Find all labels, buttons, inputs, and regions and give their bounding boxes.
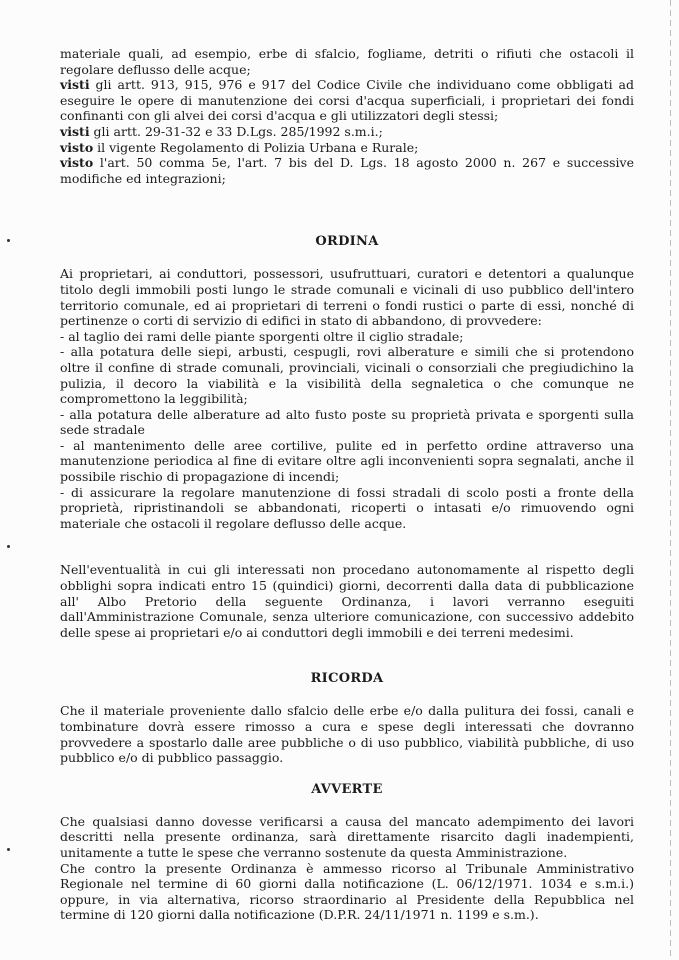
avverte-paragraph: Che contro la presente Ordinanza è ammesso ricorso al Tribunale Amministrativo Regionale nel termine di 60 giorni dalla notificazione (L. 06/12/1971. 1034 e s.m.i.) oppure, in via alternativa, ricorso straordinario al Presidente della Repubblica nel termine di 120 giorni dalla notificazione (D.P.R. 24/11/1971 n. 1199 e s.m.). <box>60 860 634 923</box>
ordina-heading: ORDINA <box>315 234 379 250</box>
keyword-visti: visti <box>60 77 90 93</box>
ricorda-text: Che il materiale proveniente dallo sfalcio delle erbe e/o dalla pulitura dei fossi, canali e tombinature dovrà essere rimosso a cura e spese degli interessati che dovranno provvedere a spostarlo dalle aree pubbliche o di uso pubblico, viabilità pubbliche, di uso pubblico e/o di pubblico passaggio. <box>60 703 634 766</box>
avverte-paragraph: Che qualsiasi danno dovesse verificarsi a causa del mancato adempimento dei lavori descritti nella presente ordinanza, sarà direttamente risarcito dagli inadempienti, unitamente a tutte le spese che verranno sostenute da questa Amministrazione. <box>60 813 634 860</box>
avverte-heading: AVVERTE <box>311 781 383 797</box>
ordina-item: - al taglio dei rami delle piante sporgenti oltre il ciglio stradale; <box>60 328 464 344</box>
keyword-visti: visti <box>60 123 90 139</box>
intro-paragraph: visti gli artt. 913, 915, 976 e 917 del Codice Civile che individuano come obbligati ad eseguire le opere di manutenzione dei corsi d'acqua superficiali, i proprietari dei fondi confinanti con gli alvei dei corsi d'acqua e gli utilizzatori degli stessi; <box>60 77 634 124</box>
intro-paragraph: visto il vigente Regolamento di Polizia Urbana e Rurale; <box>60 139 419 155</box>
ordina-closing: Nell'eventualità in cui gli interessati non procedano autonomamente al rispetto degli obblighi sopra indicati entro 15 (quindici) giorni, decorrenti dalla data di pubblicazione all' Albo Pretorio della seguente Ordinanza, i lavori verranno eseguiti dall'Amministrazione Comunale, senza ulteriore comunicazione, con successivo addebito delle spese ai proprietari e/o ai conduttori degli immobili e dei terreni medesimi. <box>60 562 634 640</box>
intro-paragraph: visti gli artt. 29-31-32 e 33 D.Lgs. 285/1992 s.m.i.; <box>60 123 383 139</box>
intro-section <box>60 46 634 186</box>
ordina-item: - alla potatura delle alberature ad alto fusto poste su proprietà privata e sporgenti sulla sede stradale <box>60 406 634 438</box>
ordina-intro: Ai proprietari, ai conduttori, possessori, usufruttuari, curatori e detentori a qualunque titolo degli immobili posti lungo le strade comunali e vicinali di uso pubblico dell'intero territorio comunale, ed ai proprietari di terreni o fondi rustici o parte di essi, nonché di pertinenze o corti di servizio di edifici in stato di abbandono, di provvedere: <box>60 266 634 329</box>
scan-dot <box>7 239 10 242</box>
keyword-visto: visto <box>60 155 94 171</box>
scan-dot <box>7 545 10 548</box>
ordina-item: - alla potatura delle siepi, arbusti, cespugli, rovi alberature e simili che si protendono oltre il confine di strade comunali, provinciali, vicinali o consorziali che pregiudichino la pulizia, il decoro la viabilità e la visibilità della segnaletica o che comunque ne compromettono la leggibilità; <box>60 344 634 407</box>
ordina-item: - al mantenimento delle aree cortilive, pulite ed in perfetto ordine attraverso una manutenzione periodica al fine di evitare oltre agli inconvenienti sopra segnalati, anche il possibile rischio di propagazione di incendi; <box>60 437 634 485</box>
scan-dot <box>7 848 10 851</box>
intro-paragraph: materiale quali, ad esempio, erbe di sfalcio, fogliame, detriti o rifiuti che ostacoli il regolare deflusso delle acque; <box>60 46 634 77</box>
document-page <box>60 46 634 923</box>
ordina-item: - di assicurare la regolare manutenzione di fossi stradali di scolo posti a fronte della proprietà, ripristinandoli se abbandonati, ricoperti o intasati e/o rimuovendo ogni materiale che ostacoli il regolare deflusso delle acque. <box>60 484 634 531</box>
keyword-visto: visto <box>60 139 94 155</box>
intro-paragraph: visto l'art. 50 comma 5e, l'art. 7 bis del D. Lgs. 18 agosto 2000 n. 267 e successive modifiche ed integrazioni; <box>60 155 634 186</box>
ricorda-heading: RICORDA <box>310 671 384 687</box>
ordina-section <box>60 266 634 531</box>
scan-edge <box>670 0 671 960</box>
